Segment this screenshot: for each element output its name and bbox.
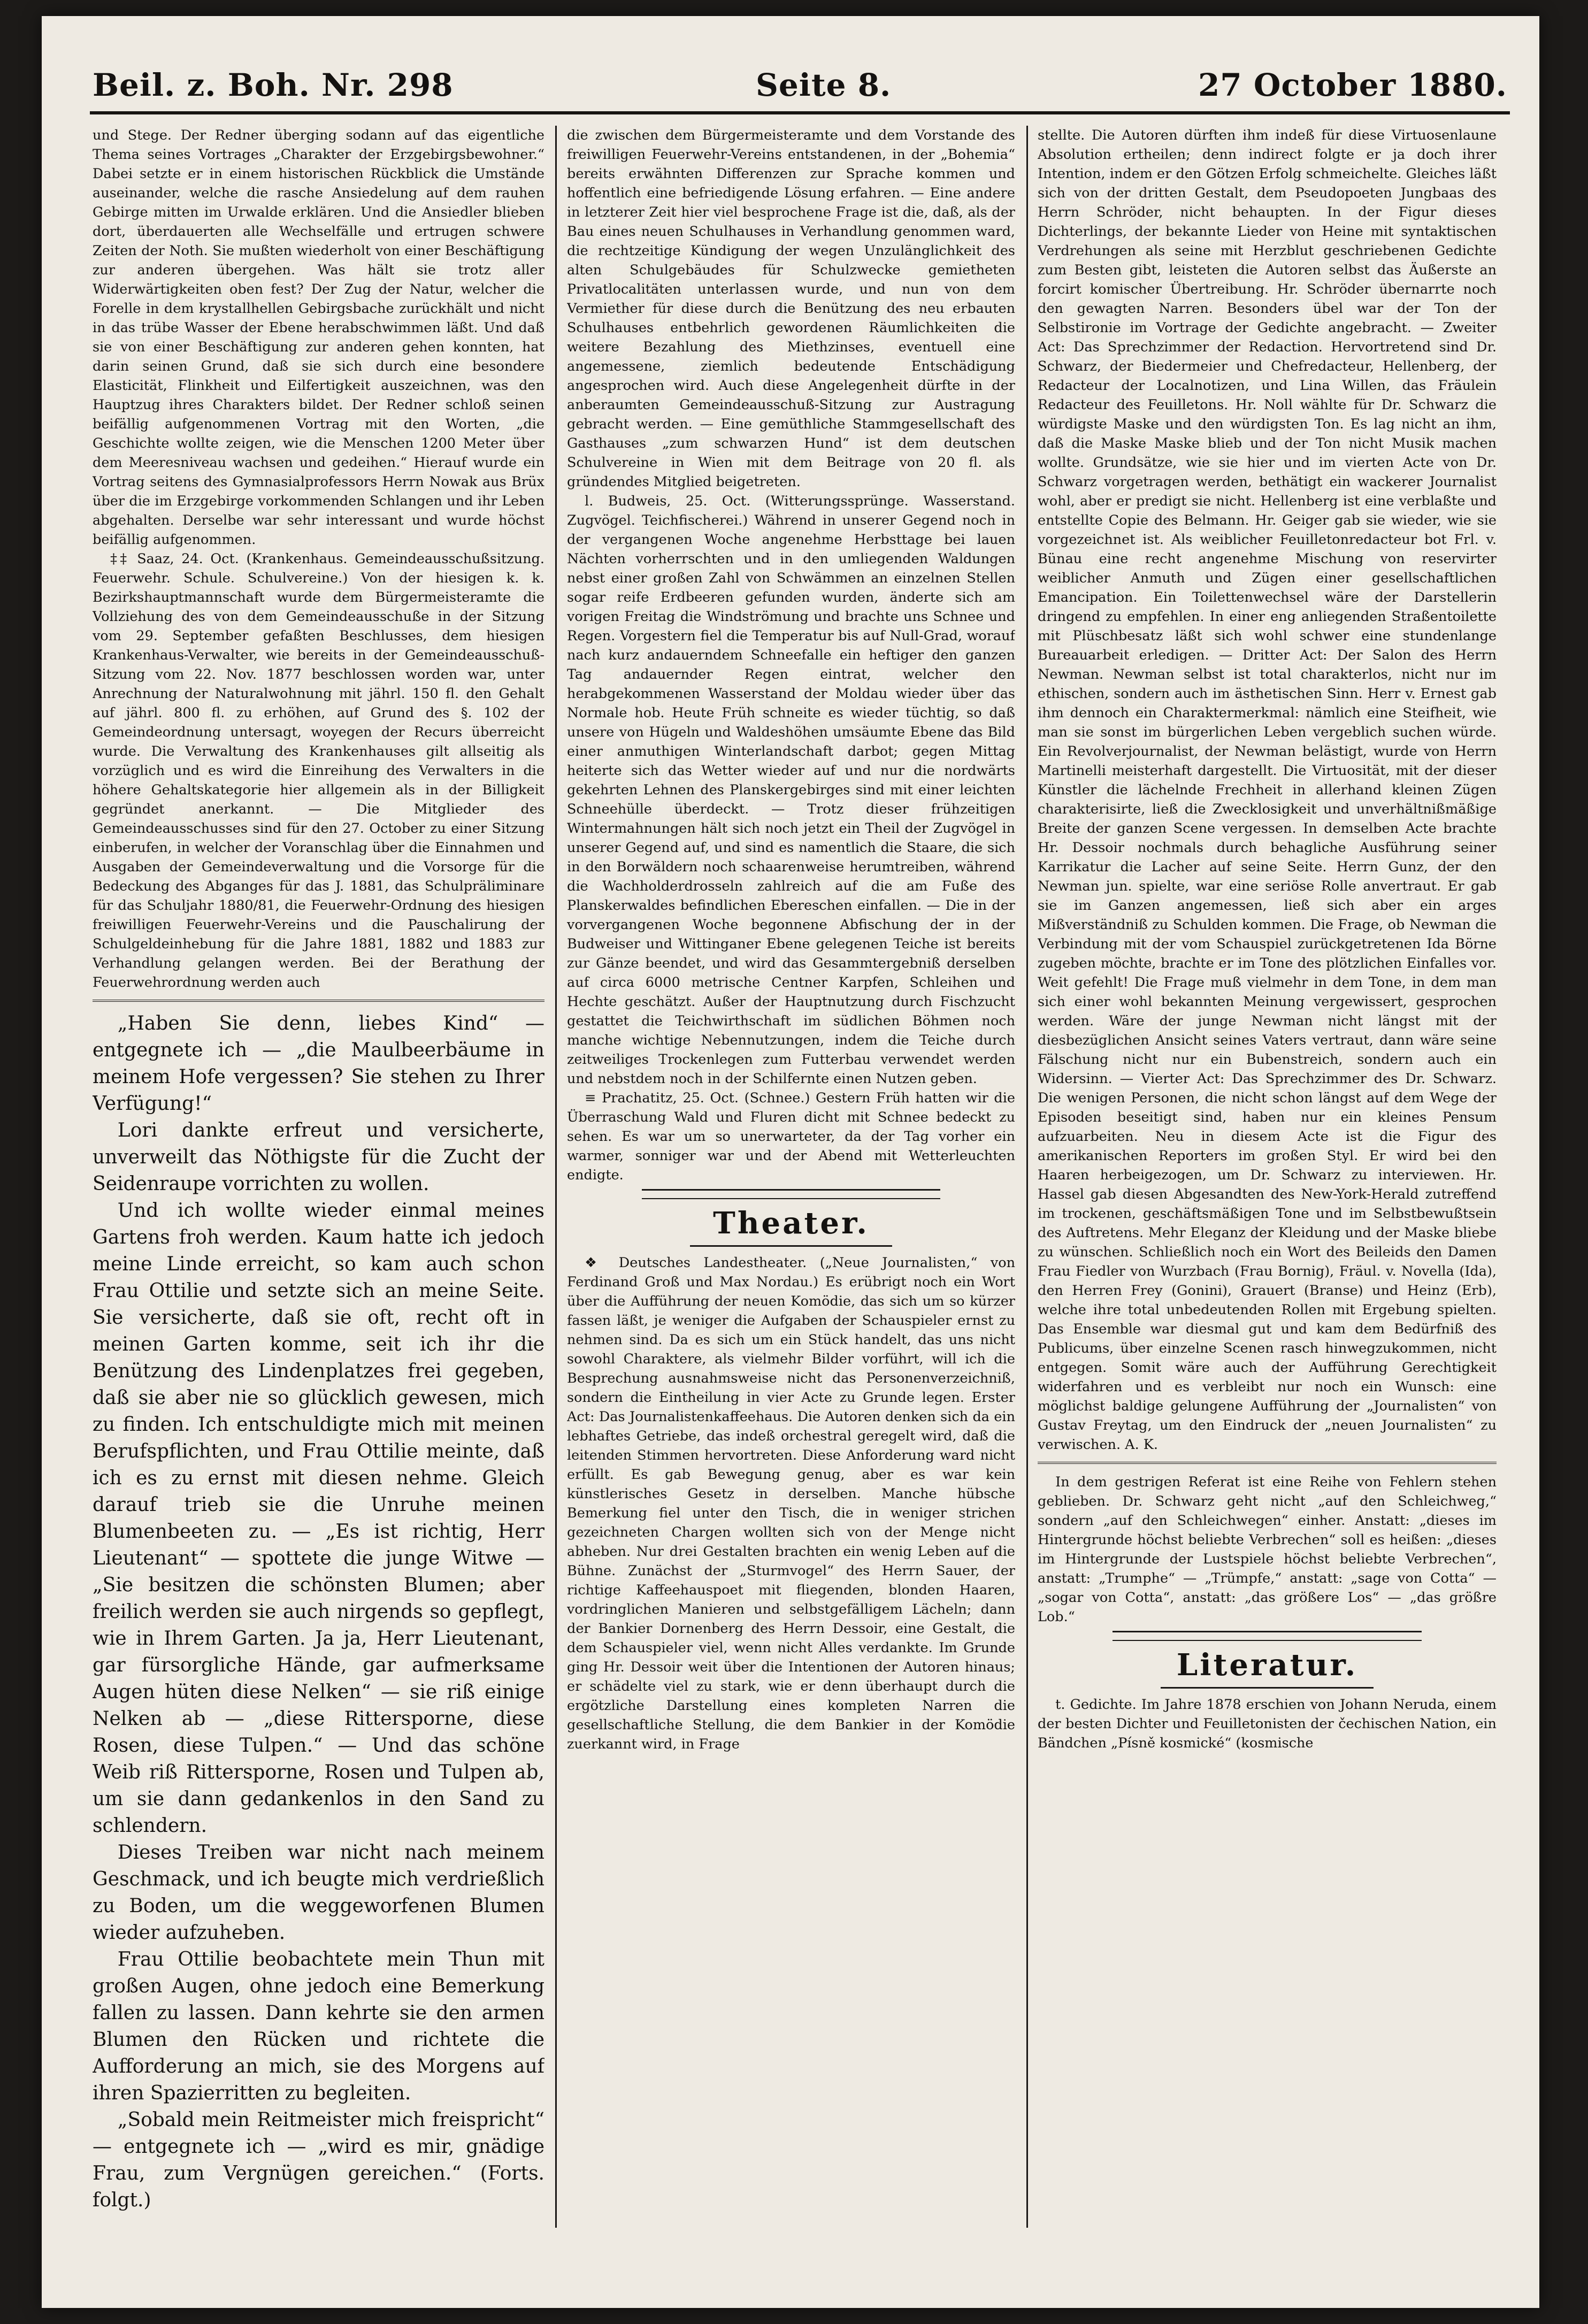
column-2 xyxy=(567,126,1015,2287)
feuilleton-divider xyxy=(93,1000,544,1003)
newspaper-page xyxy=(42,16,1539,2308)
section-ornament xyxy=(1113,1631,1422,1641)
page-header xyxy=(93,67,1507,115)
article-saaz: ‡‡ Saaz, 24. Oct. (Krankenhaus. Gemeindeausschußsitzung. Feuerwehr. Schule. Schulvereine.) Von der hiesigen k. k. Bezirkshauptmannschaft wurde dem Bürgermeisteramte die Vollziehung des von dem Gemeindeausschuße in der Sitzung vom 29. September gefaßten Beschlusses, dem hiesigen Krankenhaus-Verwalter, wie bereits in der Gemeindeausschuß-Sitzung vom 22. Nov. 1877 beschlossen worden war, unter Anrechnung der Naturalwohnung mit jährl. 150 fl. den Gehalt auf jährl. 800 fl. zu erhöhen, auf Grund des §. 102 der Gemeindeordnung untersagt, woyegen der Recurs überreicht wurde. Die Verwaltung des Krankenhauses gilt allseitig als vorzüglich und es wird die Einreihung des Verwalters in die höhere Gehaltskategorie hier allgemein als in der Billigkeit gegründet anerkannt. — Die Mitglieder des Gemeindeausschusses sind für den 27. October zu einer Sitzung einberufen, in welcher der Voranschlag über die Einnahmen und Ausgaben der Gemeindeverwaltung und die Vorsorge für die Bedeckung des Abganges für das J. 1881, das Schulpräliminare für das Schuljahr 1880/81, die Feuerwehr-Ordnung des hiesigen freiwilligen Feuerwehr-Vereins und die Pauschalirung der Schulgeldeinhebung für die Jahre 1881, 1882 und 1883 zur Verhandlung gelangen werden. Bei der Berathung der Feuerwehrordnung werden auch xyxy=(93,551,544,991)
story-paragraph: „Sobald mein Reitmeister mich freispricht“ — entgegnete ich — „wird es mir, gnädige Frau, zum Vergnügen gereichen.“ (Forts. folgt.) xyxy=(93,2109,544,2211)
section-ornament xyxy=(642,1189,940,1199)
story-paragraph: Frau Ottilie beobachtete mein Thun mit großen Augen, ohne jedoch eine Bemerkung fallen zu lassen. Dann kehrte sie den armen Blumen den Rücken und richtete die Aufforderung an mich, sie des Morgens auf ihren Spazierritten zu begleiten. xyxy=(93,1949,544,2104)
column-3 xyxy=(1038,126,1497,2287)
supplement-number: Beil. z. Boh. Nr. 298 xyxy=(93,67,454,103)
issue-date: 27 October 1880. xyxy=(1198,67,1507,103)
article-erzgebirge-lecture: und Stege. Der Redner überging sodann auf das eigentliche Thema seines Vortrages „Charakter der Erzgebirgsbewohner.“ Dabei setzte er in einem historischen Rückblick die Umstände auseinander, welche die rasche Ansiedelung auf dem rauhen Gebirge mitten im Urwalde erklären. Und die Ansiedler blieben dort, überdauerten alle Wechselfälle und ertrugen schwere Zeiten der Noth. Sie mußten wiederholt von einer Beschäftigung zur anderen übergehen. Was hält sie trotz aller Widerwärtigkeiten oben fest? Der Zug der Natur, welcher die Forelle in dem krystallhellen Gebirgsbache zurückhält und nicht in das trübe Wasser der Ebene herabschwimmen läßt. Und daß sie von einer Beschäftigung zur anderen gehen konnten, hat darin seinen Grund, daß sie sich durch eine besondere Elasticität, Flinkheit und Eilfertigkeit auszeichnen, was den Hauptzug ihres Charakters bildet. Der Redner schloß seinen beifällig aufgenommenen Vortrag mit den Worten, „die Geschichte wollte zeigen, wie die Menschen 1200 Meter über dem Meeresniveau wachsen und gedeihen.“ Hierauf wurde ein Vortrag seitens des Gymnasialprofessors Herrn Nowak aus Brüx über die im Erzgebirge vorkommenden Schlangen und ihr Leben abgehalten. Derselbe war sehr interessant und wurde höchst beifällig aufgenommen. xyxy=(93,127,544,548)
section-title-literatur: Literatur. xyxy=(1176,1647,1358,1683)
correction-text: In dem gestrigen Referat ist eine Reihe von Fehlern stehen geblieben. Dr. Schwarz geht nicht „auf den Schleichweg,“ sondern „auf den Schleichwegen“ einher. Anstatt: „dieses im Hintergrunde höchst beliebte Verbrechen“ soll es heißen: „dieses im Hintergrunde der Lustspiele höchst beliebte Verbrechen“, anstatt: „Trumphe“ — „Trümpfe,“ anstatt: „sage von Cotta“ — „sogar von Cotta“, anstatt: „das größere Los“ — „das größre Lob.“ xyxy=(1038,1474,1497,1625)
column-1 xyxy=(93,126,544,2254)
section-rule xyxy=(690,1245,892,1247)
section-title-theater: Theater. xyxy=(713,1206,869,1241)
correction-notice xyxy=(1038,1472,1497,1627)
article-prachatitz: ≡ Prachatitz, 25. Oct. (Schnee.) Gestern Früh hatten wir die Überraschung Wald und Fluren dicht mit Schnee bedeckt zu sehen. Es war um so unerwarteter, da der Tag vorher ein warmer, sonniger war und der Abend mit Wetterleuchten endigte. xyxy=(567,1090,1015,1183)
story-paragraph: „Haben Sie denn, liebes Kind“ — entgegnete ich — „die Maulbeerbäume in meinem Hofe vergessen? Sie stehen zu Ihrer Verfügung!“ xyxy=(93,1013,544,1115)
feuilleton-story xyxy=(93,1010,544,2214)
page-number: Seite 8. xyxy=(756,67,892,103)
section-rule xyxy=(1161,1687,1374,1689)
article-theater-review-continued: stellte. Die Autoren dürften ihm indeß für diese Virtuosenlaune Absolution ertheilen; denn indirect folgte er ja doch ihrer Intention, indem er den Götzen Erfolg schmeichelte. Gleiches läßt sich von der dritten Gestalt, dem Pseudopoeten Jungbaas des Herrn Schröder, nicht behaupten. In der Figur dieses Dichterlings, der bekannte Lieder von Heine mit syntaktischen Verdrehungen als seine mit Herzblut geschriebenen Gedichte zum Besten gibt, leisteten die Autoren selbst das Äußerste an forcirt komischer Übertreibung. Hr. Schröder übernarrte noch den gewagten Narren. Besonders übel war der Ton der Selbstironie im Vortrage der Gedichte angebracht. — Zweiter Act: Das Sprechzimmer der Redaction. Hervortretend sind Dr. Schwarz, der Biedermeier und Chefredacteur, Hellenberg, der Redacteur der Localnotizen, und Lina Willen, das Fräulein Redacteur des Feuilletons. Hr. Noll wählte für Dr. Schwarz die würdigste Maske und den würdigsten Ton. Es lag nicht an ihm, daß die Maske Maske blieb und der Ton nicht Musik machen wollte. Grundsätze, wie sie hier und im vierten Acte von Dr. Schwarz vorgetragen werden, bethätigt ein wackerer Journalist wohl, aber er predigt sie nicht. Hellenberg ist eine verblaßte und entstellte Copie des Belmann. Hr. Geiger gab sie wieder, wie sie vorgezeichnet ist. Als weiblicher Feuilletonredacteur bot Frl. v. Bünau eine recht angenehme Mischung von reservirter weiblicher Anmuth und Zügen einer gesellschaftlichen Emancipation. Ein Toilettenwechsel wäre der Darstellerin dringend zu empfehlen. In einer eng anliegenden Straßentoilette mit Plüschbesatz läßt sich wohl schwer eine stundenlange Bureauarbeit erledigen. — Dritter Act: Der Salon des Herrn Newman. Newman selbst ist total charakterlos, nicht nur im ethischen, sondern auch im ästhetischen Sinn. Herr v. Ernest gab ihm dennoch ein Charaktermerkmal: nämlich eine Steifheit, wie man sie sonst im bürgerlichen Leben vergeblich suchen würde. Ein Revolverjournalist, der Newman belästigt, wurde von Herrn Martinelli meisterhaft dargestellt. Die Virtuosität, mit der dieser Künstler die lächelnde Frechheit in allerhand kleinen Zügen charakterisirte, ließ die Zwecklosigkeit und unverhältnißmäßige Breite der ganzen Scene vergessen. In demselben Acte brachte Hr. Dessoir nochmals durch behagliche Ausführung seiner Karrikatur die Lacher auf seine Seite. Herrn Gunz, der den Newman jun. spielte, war eine seriöse Rolle anvertraut. Er gab sie im Ganzen angemessen, ließ sich aber ein arges Mißverständniß zu Schulden kommen. Die Frage, ob Newman die Verbindung mit der vom Schauspiel zurückgetretenen Ida Börne zugeben möchte, brachte er im Tone des plötzlichen Einfalles vor. Weit gefehlt! Die Frage muß vielmehr in dem Tone, in dem man sich einer wohl bekannten Meinung vergewissert, gesprochen werden. Wäre der junge Newman nicht längst mit der diesbezüglichen Ansicht seines Vaters vertraut, dann wäre seine Fälschung nicht nur ein Bubenstreich, sondern auch ein Widersinn. — Vierter Act: Das Sprechzimmer des Dr. Schwarz. Die wenigen Personen, die nicht schon längst auf dem Wege der Episoden beseitigt sind, haben nur ein kleines Pensum aufzuarbeiten. Neu in diesem Acte ist die Figur des amerikanischen Reporters im großen Styl. Er wird bei den Haaren herbeigezogen, um Dr. Schwarz zu interviewen. Hr. Hassel gab diesen Abgesandten des New-York-Herald zutreffend im trockenen, geschäftsmäßigen Tone und im Selbstbewußtsein des Auftretens. Mehr Eleganz der Kleidung und der Maske bliebe zu wünschen. Schließlich noch ein Wort des Beileids den Damen Frau Fiedler von Wurzbach (Frau Bornig), Fräul. v. Novella (Ida), den Herren Frey (Gonini), Grauert (Branse) und Heinz (Erb), welche ihre total unbedeutenden Rollen mit Ergebung spielten. Das Ensemble war diesmal gut und kam dem Bedürfniß des Publicums, über einzelne Scenen rasch hinwegzukommen, nicht entgegen. Somit wäre auch der Aufführung Gerechtigkeit widerfahren und es verbleibt nur noch ein Wunsch: eine möglichst baldige gelungene Aufführung der „Journalisten“ von Gustav Freytag, um den Eindruck der „neuen Journalisten“ zu verwischen. A. K. xyxy=(1038,127,1497,1453)
story-paragraph: Dieses Treiben war nicht nach meinem Geschmack, und ich beugte mich verdrießlich zu Boden, um die weggeworfenen Blumen wieder aufzuheben. xyxy=(93,1842,544,1944)
article-saaz-continued: die zwischen dem Bürgermeisteramte und dem Vorstande des freiwilligen Feuerwehr-Vereins entstandenen, in der „Bohemia“ bereits erwähnten Differenzen zur Sprache kommen und hoffentlich eine befriedigende Lösung erfahren. — Eine andere in letzterer Zeit hier viel besprochene Frage ist die, daß, als der Bau eines neuen Schulhauses in Verhandlung genommen ward, die rechtzeitige Kündigung der wegen Unzulänglichkeit des alten Schulgebäudes für Schulzwecke gemietheten Privatlocalitäten unterlassen wurde, und nun von dem Vermiether für diese durch die Benützung des neu erbauten Schulhauses entbehrlich gewordenen Räumlichkeiten die weitere Bezahlung des Miethzinses, eventuell eine angemessene, ziemlich bedeutende Entschädigung angesprochen wird. Auch diese Angelegenheit dürfte in der anberaumten Gemeindeausschuß-Sitzung zur Austragung gebracht werden. — Eine gemüthliche Stammgesellschaft des Gasthauses „zum schwarzen Hund“ ist dem deutschen Schulvereine in Wien mit dem Beitrage von 20 fl. als gründendes Mitglied beigetreten. xyxy=(567,127,1015,490)
story-paragraph: Lori dankte erfreut und versicherte, unverweilt das Nöthigste für die Zucht der Seidenraupe vorrichten zu wollen. xyxy=(93,1119,544,1195)
article-theater-review: ❖ Deutsches Landestheater. („Neue Journalisten,“ von Ferdinand Groß und Max Nordau.) Es erübrigt noch ein Wort über die Aufführung der neuen Komödie, das sich um so kürzer fassen läßt, je weniger die Aufgaben der Schauspieler ernst zu nehmen sind. Da es sich um ein Stück handelt, das uns nicht sowohl Charaktere, als vielmehr Bilder vorführt, will ich die Besprechung ausnahmsweise nicht das Personenverzeichniß, sondern die Eintheilung in vier Acte zu Grunde legen. Erster Act: Das Journalistenkaffeehaus. Die Autoren denken sich da ein lebhaftes Getriebe, das indeß orchestral geregelt wird, daß die leitenden Stimmen hervortreten. Diese Anforderung ward nicht erfüllt. Es gab Bewegung genug, aber es war kein künstlerisches Gesetz in derselben. Manche hübsche Bemerkung fiel unter den Tisch, die in weniger strichen gezeichneten Chargen wollten sich von der Menge nicht abheben. Nur drei Gestalten brachten ein wenig Leben auf die Bühne. Zunächst der „Sturmvogel“ des Herrn Sauer, der richtige Kaffeehauspoet mit fliegenden, blonden Haaren, vordringlichen Manieren und selbstgefälligem Lächeln; dann der Bankier Dornenberg des Herrn Dessoir, eine Gestalt, die dem Schauspieler viel, wenn nicht Alles verdankte. Im Grunde ging Hr. Dessoir weit über die Intentionen der Autoren hinaus; er schädelte viel zu stark, wie er denn überhaupt durch die ergötzliche Darstellung eines kompleten Narren die gesellschaftliche Stellung, die dem Bankier in der Komödie zuerkannt wird, in Frage xyxy=(567,1255,1015,1752)
header-rule xyxy=(90,111,1510,114)
story-paragraph: Und ich wollte wieder einmal meines Gartens froh werden. Kaum hatte ich jedoch meine Linde erreicht, so kam auch schon Frau Ottilie und setzte sich an meine Seite. Sie versicherte, daß sie oft, recht oft in meinen Garten komme, seit ich ihr die Benützung des Lindenplatzes frei gegeben, daß sie aber nie so glücklich gewesen, mich zu finden. Ich entschuldigte mich mit meinen Berufspflichten, und Frau Ottilie meinte, daß ich es zu ernst mit diesen nehme. Gleich darauf trieb sie die Unruhe meinen Blumenbeeten zu. — „Es ist richtig, Herr Lieutenant“ — spottete die junge Witwe — „Sie besitzen die schönsten Blumen; aber freilich werden sie auch nirgends so gepflegt, wie in Ihrem Garten. Ja ja, Herr Lieutenant, gar fürsorgliche Hände, gar aufmerksame Augen hüten diese Nelken“ — sie riß einige Nelken ab — „diese Rittersporne, diese Rosen, diese Tulpen.“ — Und das schöne Weib riß Rittersporne, Rosen und Tulpen ab, um sie dann gedankenlos in den Sand zu schlendern. xyxy=(93,1200,544,1837)
section-divider xyxy=(1038,1462,1497,1465)
article-budweis: l. Budweis, 25. Oct. (Witterungssprünge. Wasserstand. Zugvögel. Teichfischerei.) Während in unserer Gegend noch in der vergangenen Woche angenehme Herbsttage bei lauen Nächten vorherrschten und in den umliegenden Waldungen nebst einer großen Zahl von Schwämmen an einzelnen Stellen sogar reife Erdbeeren gefunden wurden, änderte sich am vorigen Freitag die Windströmung und brachte uns Schnee und Regen. Vorgestern fiel die Temperatur bis auf Null-Grad, worauf nach kurz andauerndem Schneefalle ein heftiger den ganzen Tag andauernder Regen eintrat, welcher den herabgekommenen Wasserstand der Moldau wieder über das Normale hob. Heute Früh schneite es wieder tüchtig, so daß unsere von Hügeln und Waldeshöhen umsäumte Ebene das Bild einer anmuthigen Winterlandschaft darbot; gegen Mittag heiterte sich das Wetter wieder auf und nur die nordwärts gekehrten Lehnen des Planskergebirges sind mit einer leichten Schneehülle überdeckt. — Trotz dieser frühzeitigen Wintermahnungen hält sich noch jetzt ein Theil der Zugvögel in unserer Gegend auf, und sind es namentlich die Staare, die sich in den Borwäldern noch schaarenweise herumtreiben, während die Wachholderdrosseln zahlreich auf die am Fuße des Planskerwaldes befindlichen Ebereschen einfallen. — Die in der vorvergangenen Woche begonnene Abfischung der in der Budweiser und Wittinganer Ebene gelegenen Teiche ist bereits zur Gänze beendet, und wird das Gesammtergebniß derselben auf circa 6000 metrische Centner Karpfen, Schleihen und Hechte geschätzt. Außer der Hauptnutzung durch Fischzucht gestattet die Teichwirthschaft im südlichen Böhmen noch manche wichtige Nebennutzungen, indem die Teiche durch zeitweiliges Trockenlegen zum Futterbau verwendet werden und nebstdem noch in der Schilfernte einen Nutzen geben. xyxy=(567,493,1015,1087)
column-divider xyxy=(1026,126,1028,2228)
column-divider xyxy=(555,126,557,2228)
article-literatur: t. Gedichte. Im Jahre 1878 erschien von Johann Neruda, einem der besten Dichter und Feuilletonisten der čechischen Nation, ein Bändchen „Písně kosmické“ (kosmische xyxy=(1038,1697,1497,1751)
